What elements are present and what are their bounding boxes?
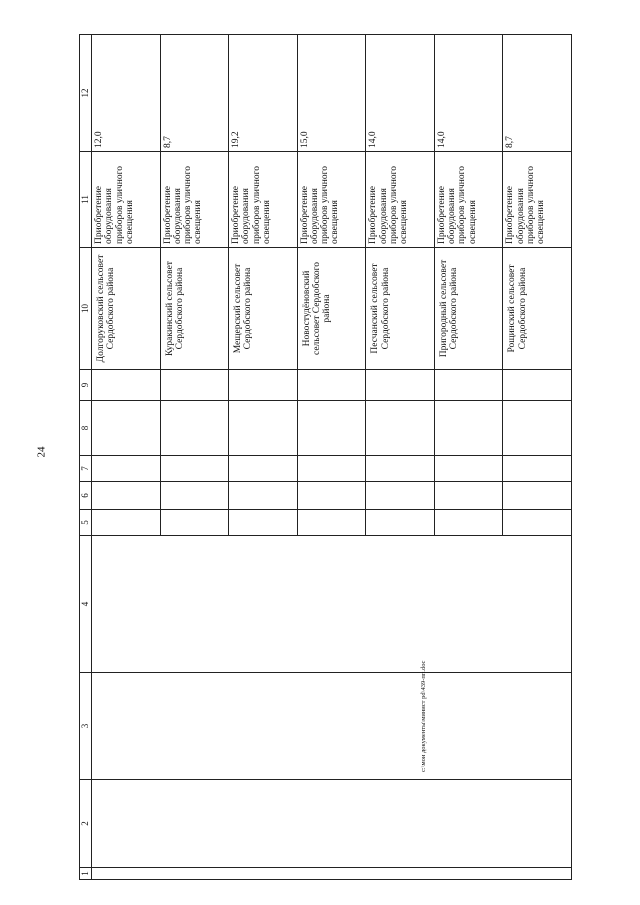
- merged-cell-col1: [92, 868, 572, 880]
- empty-cell: [503, 510, 572, 536]
- empty-cell: [297, 370, 366, 401]
- region-cell: Мещерский сельсовет Сердобского района: [229, 248, 298, 370]
- amount-cell: 8,7: [503, 35, 572, 152]
- column-header: 6: [80, 482, 92, 510]
- column-header: 12: [80, 35, 92, 152]
- column-header: 10: [80, 248, 92, 370]
- column-header: 1: [80, 868, 92, 880]
- budget-table: [79, 34, 572, 880]
- purpose-cell: Приобретение оборудования приборов уличного освещения: [160, 152, 229, 248]
- empty-cell: [503, 456, 572, 482]
- empty-cell: [92, 370, 161, 401]
- region-cell: Песчанский сельсовет Сердобского района: [366, 248, 435, 370]
- purpose-cell: Приобретение оборудования приборов уличного освещения: [434, 152, 503, 248]
- merged-cell-col2: [92, 780, 572, 868]
- amount-cell: 19,2: [229, 35, 298, 152]
- column-header: 9: [80, 370, 92, 401]
- amount-cell: 12,0: [92, 35, 161, 152]
- purpose-cell: Приобретение оборудования приборов уличного освещения: [297, 152, 366, 248]
- region-cell: Новостудёновский сельсовет Сердобского района: [297, 248, 366, 370]
- column-header: 2: [80, 780, 92, 868]
- empty-cell: [160, 510, 229, 536]
- region-cell: Пригородный сельсовет Сердобского района: [434, 248, 503, 370]
- column-header: 3: [80, 673, 92, 780]
- table-row: [92, 35, 161, 880]
- empty-cell: [434, 482, 503, 510]
- empty-cell: [92, 456, 161, 482]
- header-row: [80, 35, 92, 880]
- amount-cell: 15,0: [297, 35, 366, 152]
- purpose-cell: Приобретение оборудования приборов уличного освещения: [92, 152, 161, 248]
- empty-cell: [160, 401, 229, 456]
- amount-cell: 14,0: [366, 35, 435, 152]
- empty-cell: [434, 370, 503, 401]
- purpose-cell: Приобретение оборудования приборов уличного освещения: [503, 152, 572, 248]
- empty-cell: [92, 482, 161, 510]
- column-header: 7: [80, 456, 92, 482]
- empty-cell: [503, 482, 572, 510]
- empty-cell: [229, 401, 298, 456]
- merged-cell-col3: [92, 673, 572, 780]
- empty-cell: [434, 456, 503, 482]
- empty-cell: [92, 401, 161, 456]
- empty-cell: [160, 456, 229, 482]
- empty-cell: [229, 456, 298, 482]
- empty-cell: [503, 401, 572, 456]
- empty-cell: [503, 370, 572, 401]
- empty-cell: [297, 510, 366, 536]
- footer-file-path: c:\мои документы\минист pd\439-пп.doc: [420, 660, 427, 772]
- column-header: 11: [80, 152, 92, 248]
- empty-cell: [297, 482, 366, 510]
- merged-cell-col4: [92, 536, 572, 673]
- empty-cell: [229, 370, 298, 401]
- empty-cell: [434, 401, 503, 456]
- region-cell: Рощинский сельсовет Сердобского района: [503, 248, 572, 370]
- empty-cell: [229, 482, 298, 510]
- purpose-cell: Приобретение оборудования приборов уличного освещения: [229, 152, 298, 248]
- empty-cell: [92, 510, 161, 536]
- amount-cell: 14,0: [434, 35, 503, 152]
- rotated-table: [79, 35, 572, 880]
- empty-cell: [160, 482, 229, 510]
- empty-cell: [229, 510, 298, 536]
- empty-cell: [297, 456, 366, 482]
- budget-table-container: [79, 35, 572, 880]
- amount-cell: 8,7: [160, 35, 229, 152]
- region-cell: Долгоруковский сельсовет Сердобского района: [92, 248, 161, 370]
- page-number: 24: [35, 446, 48, 458]
- column-header: 8: [80, 401, 92, 456]
- purpose-cell: Приобретение оборудования приборов уличного освещения: [366, 152, 435, 248]
- empty-cell: [434, 510, 503, 536]
- column-header: 5: [80, 510, 92, 536]
- region-cell: Куракинский сельсовет Сердобского района: [160, 248, 229, 370]
- column-header: 4: [80, 536, 92, 673]
- empty-cell: [297, 401, 366, 456]
- empty-cell: [160, 370, 229, 401]
